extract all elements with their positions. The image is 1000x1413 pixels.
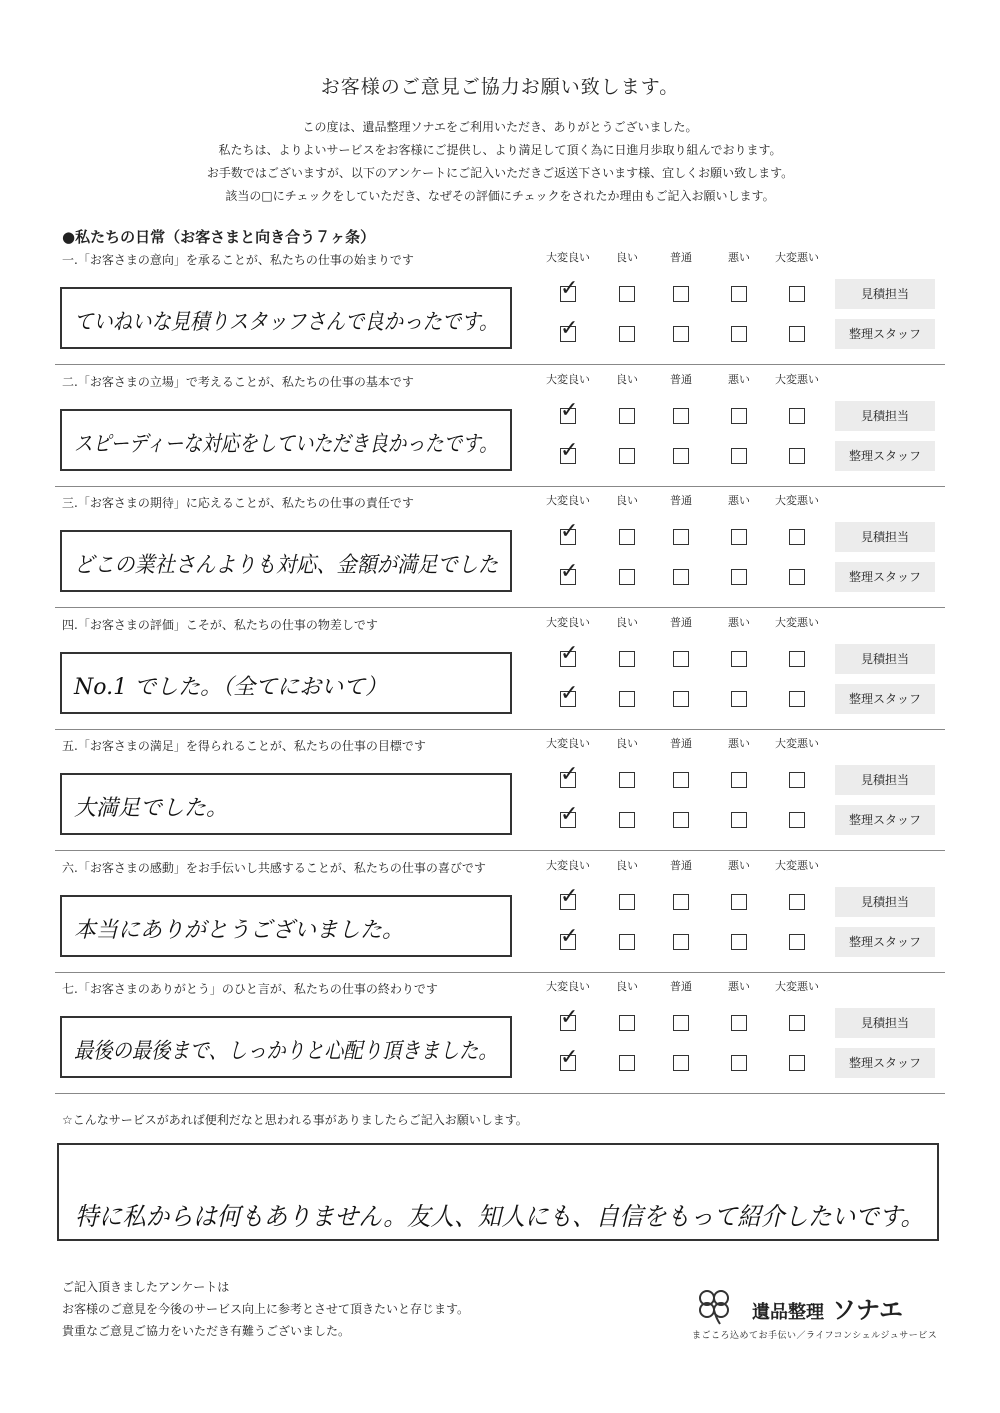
question-heading: 四.「お客さまの評価」こそが、私たちの仕事の物差しです (62, 617, 378, 632)
check-mark-icon: ✓ (560, 802, 579, 827)
rating-checkbox[interactable] (731, 812, 747, 828)
staff-label: 整理スタッフ (835, 562, 935, 592)
question-heading: 六.「お客さまの感動」をお手伝いし共感することが、私たちの仕事の喜びです (62, 860, 486, 875)
handwritten-comment: どこの業社さんよりも対応、金額が満足でした (74, 553, 499, 578)
comment-box[interactable] (60, 773, 512, 835)
rating-checkbox[interactable] (731, 1015, 747, 1031)
rating-checkbox[interactable] (673, 1055, 689, 1071)
logo-name: 遺品整理 (752, 1302, 824, 1323)
rating-column-label: 普通 (670, 615, 692, 629)
divider (55, 972, 945, 973)
rating-checkbox[interactable] (560, 276, 579, 302)
rating-checkbox[interactable] (619, 1015, 635, 1031)
rating-checkbox[interactable] (731, 691, 747, 707)
rating-checkbox[interactable] (789, 1015, 805, 1031)
rating-column-label: 悪い (728, 494, 750, 507)
rating-checkbox[interactable] (789, 894, 805, 910)
rating-checkbox[interactable] (619, 651, 635, 667)
rating-column-label: 大変良い (546, 372, 590, 386)
check-mark-icon: ✓ (560, 883, 579, 909)
rating-column-label: 大変悪い (775, 858, 819, 872)
rating-checkbox[interactable] (560, 762, 579, 788)
rating-checkbox[interactable] (673, 812, 689, 828)
rating-checkbox[interactable] (789, 772, 805, 788)
rating-column-label: 悪い (728, 737, 750, 750)
intro-line: 該当の□にチェックをしていただき、なぜその評価にチェックをされたか理由もご記入お願いします。 (225, 189, 775, 203)
request-comment: 特に私からは何もありません。友人、知人にも、自信をもって紹介したいです。 (75, 1202, 925, 1231)
rating-checkbox[interactable] (789, 529, 805, 545)
rating-column-label: 普通 (670, 980, 692, 993)
handwritten-comment: No.1 でした。（全てにおいて） (74, 674, 388, 700)
rating-checkbox[interactable] (673, 934, 689, 950)
rating-column-label: 大変悪い (775, 615, 819, 629)
rating-column-label: 大変悪い (775, 980, 819, 993)
rating-checkbox[interactable] (731, 408, 747, 424)
rating-checkbox[interactable] (673, 529, 689, 545)
rating-checkbox[interactable] (789, 286, 805, 302)
rating-checkbox[interactable] (731, 651, 747, 667)
rating-column-label: 良い (616, 615, 638, 629)
rating-checkbox[interactable] (619, 812, 635, 828)
rating-column-label: 大変悪い (775, 251, 819, 264)
page-title: お客様のご意見ご協力お願い致します。 (320, 76, 680, 98)
handwritten-comment: 最後の最後まで、しっかりと心配り頂きました。 (74, 1039, 498, 1064)
question-heading: 五.「お客さまの満足」を得られることが、私たちの仕事の目標です (62, 739, 426, 753)
divider (55, 607, 945, 608)
rating-column-label: 良い (616, 980, 638, 993)
rating-checkbox[interactable] (731, 448, 747, 464)
check-mark-icon: ✓ (560, 640, 579, 666)
divider (55, 729, 945, 730)
rating-column-label: 良い (616, 737, 638, 750)
rating-column-label: 普通 (670, 251, 692, 264)
rating-checkbox[interactable] (789, 326, 805, 342)
comment-box[interactable] (60, 287, 512, 349)
staff-label: 見積担当 (835, 522, 935, 552)
rating-checkbox[interactable] (673, 408, 689, 424)
staff-label: 整理スタッフ (835, 805, 935, 835)
check-mark-icon: ✓ (560, 397, 579, 423)
staff-label: 整理スタッフ (835, 927, 935, 957)
rating-checkbox[interactable] (619, 448, 635, 464)
check-mark-icon: ✓ (560, 923, 579, 949)
rating-checkbox[interactable] (560, 559, 579, 585)
check-mark-icon: ✓ (560, 1005, 579, 1030)
footer-line: 貴重なご意見ご協力をいただき有難うございました。 (62, 1324, 351, 1338)
rating-checkbox[interactable] (560, 397, 579, 424)
rating-checkbox[interactable] (619, 894, 635, 910)
staff-label: 整理スタッフ (835, 319, 935, 349)
rating-checkbox[interactable] (789, 812, 805, 828)
comment-box[interactable] (60, 895, 512, 957)
question-heading: 七.「お客さまのありがとう」のひと言が、私たちの仕事の終わりです (62, 982, 438, 996)
rating-checkbox[interactable] (673, 448, 689, 464)
rating-checkbox[interactable] (789, 934, 805, 950)
divider (55, 486, 945, 487)
rating-checkbox[interactable] (560, 802, 579, 828)
rating-column-label: 普通 (670, 737, 692, 750)
intro-text (0, 116, 1000, 208)
logo-brand: ソナエ (832, 1296, 904, 1324)
rating-column-label: 悪い (728, 615, 750, 629)
staff-label: 整理スタッフ (835, 441, 935, 471)
intro-line: 私たちは、よりよいサービスをお客様にご提供し、より満足して頂く為に日進月歩取り組んでおります。 (218, 143, 782, 157)
rating-checkbox[interactable] (560, 640, 579, 667)
rating-checkbox[interactable] (789, 691, 805, 707)
comment-box[interactable] (60, 1016, 512, 1078)
comment-box[interactable] (60, 652, 512, 714)
rating-checkbox[interactable] (560, 1045, 579, 1071)
rating-column-label: 大変悪い (775, 494, 819, 507)
rating-column-label: 悪い (728, 980, 750, 993)
handwritten-comment: 大満足でした。 (74, 796, 229, 821)
section-title: ●私たちの日常（お客さまと向き合う７ヶ条） (62, 228, 376, 246)
rating-checkbox[interactable] (673, 651, 689, 667)
rating-column-label: 悪い (728, 372, 750, 386)
rating-checkbox[interactable] (619, 286, 635, 302)
divider (55, 1093, 945, 1094)
check-mark-icon: ✓ (560, 559, 579, 584)
rating-checkbox[interactable] (673, 772, 689, 788)
rating-checkbox[interactable] (789, 569, 805, 585)
comment-box[interactable] (60, 530, 512, 592)
rating-column-label: 普通 (670, 494, 692, 507)
rating-column-label: 大変良い (546, 737, 590, 750)
rating-checkbox[interactable] (619, 934, 635, 950)
intro-line: この度は、遺品整理ソナエをご利用いただき、ありがとうございました。 (302, 120, 698, 134)
rating-column-label: 普通 (670, 372, 692, 386)
rating-checkbox[interactable] (619, 408, 635, 424)
footer-text (62, 1276, 469, 1342)
rating-checkbox[interactable] (619, 1055, 635, 1071)
logo (752, 1290, 903, 1325)
question-heading: 一.「お客さまの意向」を承ることが、私たちの仕事の始まりです (62, 253, 414, 267)
rating-checkbox[interactable] (789, 408, 805, 424)
rating-checkbox[interactable] (731, 326, 747, 342)
rating-checkbox[interactable] (731, 934, 747, 950)
rating-checkbox[interactable] (673, 286, 689, 302)
question-heading: 三.「お客さまの期待」に応えることが、私たちの仕事の責任です (62, 496, 414, 510)
handwritten-comment: ていねいな見積りスタッフさんで良かったです。 (74, 310, 499, 335)
question-heading: 二.「お客さまの立場」で考えることが、私たちの仕事の基本です (62, 374, 414, 389)
check-mark-icon: ✓ (560, 1045, 579, 1070)
request-comment-box[interactable] (57, 1143, 939, 1241)
rating-column-label: 大変悪い (775, 372, 819, 386)
staff-label: 見積担当 (835, 887, 935, 917)
handwritten-comment: スピーディーな対応をしていただき良かったです。 (74, 431, 498, 457)
rating-checkbox[interactable] (560, 519, 579, 545)
rating-checkbox[interactable] (731, 894, 747, 910)
rating-checkbox[interactable] (731, 529, 747, 545)
rating-checkbox[interactable] (673, 569, 689, 585)
divider (55, 364, 945, 365)
rating-checkbox[interactable] (731, 1055, 747, 1071)
rating-column-label: 悪い (728, 858, 750, 872)
rating-checkbox[interactable] (560, 437, 579, 464)
rating-checkbox[interactable] (560, 923, 579, 950)
check-mark-icon: ✓ (560, 437, 579, 463)
rating-column-label: 良い (616, 494, 638, 507)
rating-checkbox[interactable] (673, 1015, 689, 1031)
staff-label: 見積担当 (835, 644, 935, 674)
clover-logo-icon (690, 1286, 738, 1326)
rating-checkbox[interactable] (619, 529, 635, 545)
rating-column-label: 普通 (670, 858, 692, 872)
staff-label: 整理スタッフ (835, 1048, 935, 1078)
rating-column-label: 良い (616, 372, 638, 386)
rating-checkbox[interactable] (731, 286, 747, 302)
rating-checkbox[interactable] (731, 569, 747, 585)
rating-column-label: 悪い (728, 251, 750, 264)
intro-line: お手数ではございますが、以下のアンケートにご記入いただきご返送下さいます様、宜しくお願い致します。 (206, 166, 794, 180)
rating-checkbox[interactable] (789, 1055, 805, 1071)
divider (55, 850, 945, 851)
rating-checkbox[interactable] (789, 651, 805, 667)
rating-checkbox[interactable] (731, 772, 747, 788)
rating-column-label: 大変良い (546, 615, 590, 629)
rating-checkbox[interactable] (619, 691, 635, 707)
rating-checkbox[interactable] (789, 448, 805, 464)
rating-column-label: 良い (616, 251, 638, 264)
rating-checkbox[interactable] (560, 1005, 579, 1031)
rating-checkbox[interactable] (619, 772, 635, 788)
check-mark-icon: ✓ (560, 276, 579, 301)
rating-column-label: 良い (616, 858, 638, 872)
rating-checkbox[interactable] (560, 316, 579, 342)
rating-checkbox[interactable] (673, 894, 689, 910)
check-mark-icon: ✓ (560, 680, 579, 706)
rating-checkbox[interactable] (673, 691, 689, 707)
staff-label: 整理スタッフ (835, 684, 935, 714)
request-note: ☆こんなサービスがあれば便利だなと思われる事がありましたらご記入お願いします。 (62, 1113, 528, 1127)
rating-column-label: 大変良い (546, 980, 590, 993)
staff-label: 見積担当 (835, 401, 935, 431)
rating-column-label: 大変良い (546, 494, 590, 507)
staff-label: 見積担当 (835, 765, 935, 795)
rating-checkbox[interactable] (560, 883, 579, 910)
handwritten-comment: 本当にありがとうございました。 (74, 917, 405, 943)
rating-checkbox[interactable] (619, 326, 635, 342)
rating-column-label: 大変悪い (775, 737, 819, 750)
comment-box[interactable] (60, 409, 512, 471)
rating-column-label: 大変良い (546, 858, 590, 872)
logo-tagline: まごころ込めてお手伝い／ライフコンシェルジュサービス (692, 1331, 938, 1341)
rating-checkbox[interactable] (673, 326, 689, 342)
rating-column-label: 大変良い (546, 251, 590, 264)
rating-checkbox[interactable] (560, 680, 579, 707)
footer-line: お客様のご意見を今後のサービス向上に参考とさせて頂きたいと存じます。 (62, 1302, 470, 1316)
check-mark-icon: ✓ (560, 762, 579, 787)
footer-line: ご記入頂きましたアンケートは (62, 1280, 230, 1294)
staff-label: 見積担当 (835, 279, 935, 309)
rating-checkbox[interactable] (619, 569, 635, 585)
check-mark-icon: ✓ (560, 519, 579, 544)
check-mark-icon: ✓ (560, 316, 579, 341)
staff-label: 見積担当 (835, 1008, 935, 1038)
